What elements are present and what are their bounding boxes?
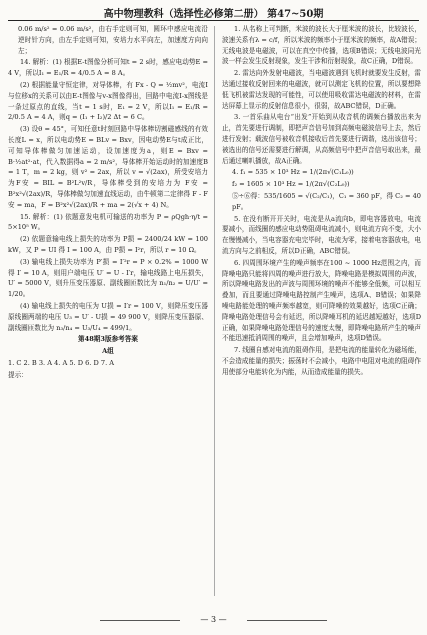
- right-paragraph: 7. 线圈自感对电流的阻碍作用，是把电流的能量转化为磁场能，不会造成能量的损失；振荡时不会减小，电路中电阻对电流的阻碍作用使部分电能转化为内能，从而造成能量的损失。: [222, 346, 421, 376]
- footer-rule-right: [247, 620, 327, 621]
- left-paragraph: 提示：: [8, 370, 28, 379]
- left-paragraph: 15. 解析：(1) 依题意发电机可输送的功率为 P = ρQgh·η/t = 5×10⁵ W。: [8, 212, 208, 232]
- left-paragraph: (2) 依题意输电线上损失的功率为 P损 = 2400/24 kW = 100 kW，又 P = UI 得 I = 100 A，由 P损 = I²r，所以 r = 10 Ω。: [8, 235, 208, 254]
- right-paragraph: 5. 在没有断开开关时，电流是从a流向b，即电容器放电，电流要减小，而线圈的感应电动势阻碍电流减小，则电流方向不变，大小在慢慢减小，当电容器充电完毕时，电流为零，接着电容器放电，电流方向与之前相反，所以D正确，ABC错误。: [222, 214, 421, 255]
- page-footer: [0, 612, 427, 630]
- right-paragraph: 4. f₁ = 535 × 10³ Hz = 1/(2π√(C₁L₀)): [232, 168, 354, 177]
- header-rule: [8, 20, 419, 21]
- header-title: 高中物理教科（选择性必修第二册） 第47~50期: [103, 9, 324, 20]
- left-paragraph: A组: [102, 347, 114, 356]
- left-column: [8, 24, 208, 604]
- column-divider: [214, 26, 215, 596]
- page-number: — 3 —: [200, 615, 227, 624]
- left-paragraph: (3) 输电线上损失功率为 P′损 = I′²r = P × 0.2% = 1000 W 得 I′ = 10 A，则用户端电压 U′ = U - I′r，输电线路上电压损失，U′ = 5000 V，则升压变压器原、副线圈匝数比为 n₁/n₂ = U/U′ = 1/20。: [8, 257, 208, 299]
- right-paragraph: 1. 从名称上可判断，米波的波长大于厘米波的波长，比较波长，波速关系有λ = c/f，所以米波的频率小于厘米波的频率，故A错误；无线电波是电磁波，可以在真空中传播，选项B错误；无线电波同光波一样会发生反射现象，发生干涉和衍射现象，故C正确，D错误。: [222, 25, 421, 66]
- page-header: [0, 0, 427, 22]
- left-paragraph: (4) 输电线上损失的电压为 U损 = I′r = 100 V，则降压变压器原线圈两端的电压 U₃ = U′ - U损 = 49 900 V，则降压变压器原、副线圈匝数比为 n₃/n₄ = U₃/U₄ = 499/1。: [8, 301, 208, 332]
- right-paragraph: ⑤÷⑥得：535/1605 = √(C₂/C₁)，C₁ = 360 pF，得 C₂ = 40 pF。: [232, 191, 421, 211]
- left-paragraph: 1. C 2. B 3. A 4. A 5. D 6. D 7. A: [8, 358, 115, 367]
- left-paragraph: 第48期3版参考答案: [78, 335, 138, 344]
- left-paragraph: 14. 解析：(1) 根据E-t图像分析可知t = 2 s时，感应电动势E = 4 V，所以I₁ = E₁/R = 4/0.5 A = 8 A。: [8, 58, 208, 78]
- right-paragraph: 6. 四周围环境产生的噪声频率在100 ~ 1000 Hz范围之内，而降噪电路只能将四周的噪声进行放大，降噪电路是模拟周围的声波，所以降噪电路发出的声波与周围环境的噪声不能够全低频，可以相互叠加，而且要通过降噪电路控制产生噪声，选项A、B错误；如果降噪电路能处理的噪声频率越宽，则可降噪的效果越好，选项C正确；降噪电路处理信号会有延迟，所以降噪耳机的延迟越短越好，选项D正确，如果降噪电路处理信号的速度太慢，即降噪电路所产生的噪声不能迅速抵消周围的噪声，且会增加噪声，选项D错误。: [222, 258, 421, 343]
- left-paragraph: (2) 根据能量守恒定律，对导体棒，有 Fx - Q = ½mv²，电流I与位移x的关系可以由E-t图像与v-x图像得出，回路中电流I-x图线是一条过原点的直线，当t = 1 s时，E₁ = 2 V，所以I₁ = E₁/R = 2/0.5 A = 4 A，则q = (I₁ + I₂)/2 Δt = 6 C。: [8, 80, 208, 122]
- right-column: [222, 24, 421, 604]
- right-paragraph: f₂ = 1605 × 10³ Hz = 1/(2π√(C₂L₀)): [232, 180, 350, 189]
- right-paragraph: 3. 一首乐曲从电台“出发”开始到从收音机的调频台播放出来为止，首先要进行调制，即把声音信号加到高频电磁波信号上去，然后进行发射；载波信号被收音机接收后首先要进行调谐，选出该信号；被选出的信号还需要进行解调，从高频信号中把声音信号取出来，最后通过喇叭播放，故A正确。: [222, 113, 421, 165]
- left-paragraph: (3) 设θ = 45°，可知任意t时刻回路中导体棒切割磁感线的有效长度L = x，所以电动势E = BLv = Bxv，因电动势E与t成正比，可知导体棒做匀加速运动，设加速度为a，则E = Bxv = B·½at²·at，代入数据得a = 2 m/s²，导体棒开始运动时的加速度B = 1 T，m = 2 kg，则 v² = 2ax，所以 v = √(2ax)，所受安培力为F安 = BIL = B²L²v/R，导体棒受到的安培力为 F安 = B²x²√(2ax)/R，导体棒做匀加速直线运动，由牛顿第二定律得 F - F安 = ma，F = B²x²√(2ax)/R + ma = 2(√x + 4) N。: [8, 125, 208, 209]
- left-paragraph: 0.06 m/s² = 0.06 m/s²，由右手定则可知，圆环中感应电流沿逆时针方向，由左手定则可知，安培力水平向左，加速度方向向左；: [18, 25, 208, 55]
- right-paragraph: 2. 雷达向外发射电磁波，当电磁波遇到飞机时就要发生反射，雷达通过接收反射回来的电磁波，就可以测定飞机的位置，所以要想降低飞机被雷达发现的可能性，可以使用吸收雷达电磁波的材料，在雷达屏幕上显示的反射信息很小，很弱，故ABC错误，D正确。: [222, 69, 421, 110]
